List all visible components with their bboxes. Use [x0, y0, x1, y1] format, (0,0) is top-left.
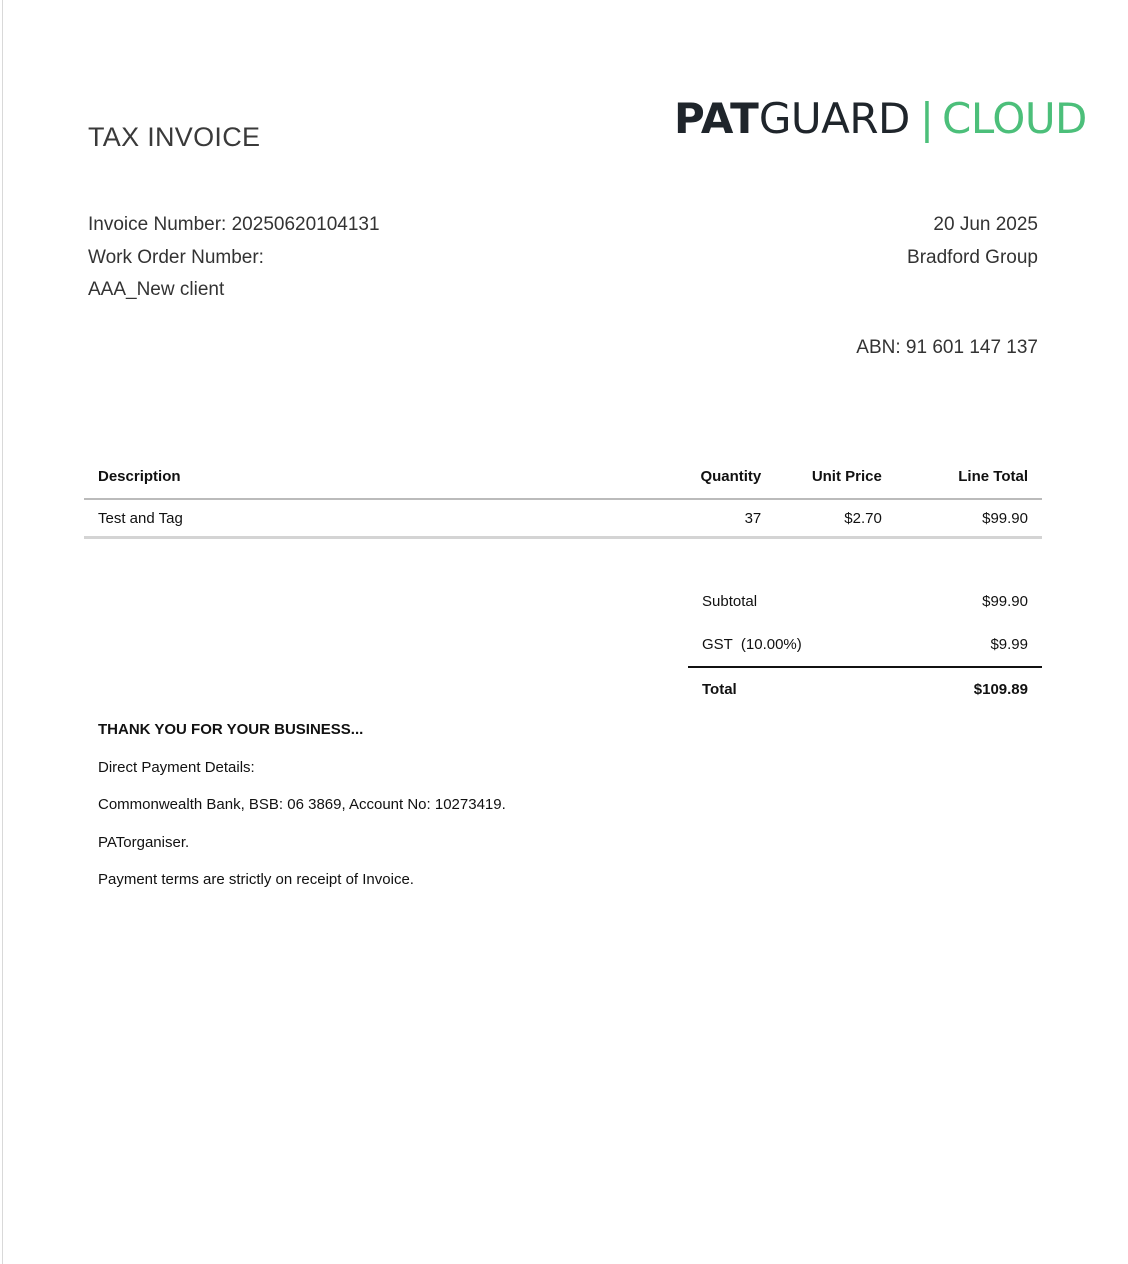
gst-label: GST (10.00%)	[702, 636, 802, 653]
note-line: Payment terms are strictly on receipt of Invoice.	[98, 871, 414, 889]
header-unit-price: Unit Price	[775, 455, 896, 499]
page-edge	[2, 0, 3, 1264]
logo-pat: PAT	[674, 94, 759, 143]
company-name: Bradford Group	[907, 246, 1038, 268]
cell-unit-price: $2.70	[775, 499, 896, 538]
work-order-number: Work Order Number:	[88, 246, 264, 268]
document-title: TAX INVOICE	[88, 122, 261, 152]
header-description: Description	[84, 455, 660, 499]
subtotal-label: Subtotal	[702, 593, 758, 610]
client-name: AAA_New client	[88, 279, 225, 300]
total-label: Total	[688, 667, 903, 711]
subtotal-value: $99.90	[982, 593, 1028, 610]
total-value: $109.89	[903, 667, 1042, 711]
line-items-table	[84, 455, 1042, 539]
header-quantity: Quantity	[660, 455, 775, 499]
invoice-number: Invoice Number: 20250620104131	[88, 214, 380, 235]
invoice-meta-right	[907, 209, 1038, 274]
gst-value: $9.99	[990, 636, 1028, 653]
table-row	[84, 499, 1042, 538]
cell-quantity: 37	[660, 499, 775, 538]
totals-table	[688, 580, 1042, 711]
cell-line-total: $99.90	[896, 499, 1042, 538]
note-line: Direct Payment Details:	[98, 758, 255, 776]
patguard-cloud-logo	[674, 94, 1087, 144]
gst-row	[688, 623, 1042, 667]
header-line-total: Line Total	[896, 455, 1042, 499]
subtotal-row	[688, 580, 1042, 623]
payment-notes	[98, 720, 506, 908]
total-row	[688, 667, 1042, 711]
logo-guard: GUARD	[758, 94, 910, 143]
invoice-date: 20 Jun 2025	[933, 214, 1038, 235]
note-line: PATorganiser.	[98, 833, 190, 851]
cell-description: Test and Tag	[84, 499, 660, 538]
logo-cloud: CLOUD	[942, 94, 1087, 143]
thank-you-heading: THANK YOU FOR YOUR BUSINESS...	[98, 721, 364, 738]
abn-number: ABN: 91 601 147 137	[856, 337, 1038, 358]
note-line: Commonwealth Bank, BSB: 06 3869, Account No: 10273419.	[98, 796, 506, 814]
invoice-meta-left	[88, 209, 380, 307]
table-header-row	[84, 455, 1042, 499]
logo-separator: |	[919, 94, 935, 143]
